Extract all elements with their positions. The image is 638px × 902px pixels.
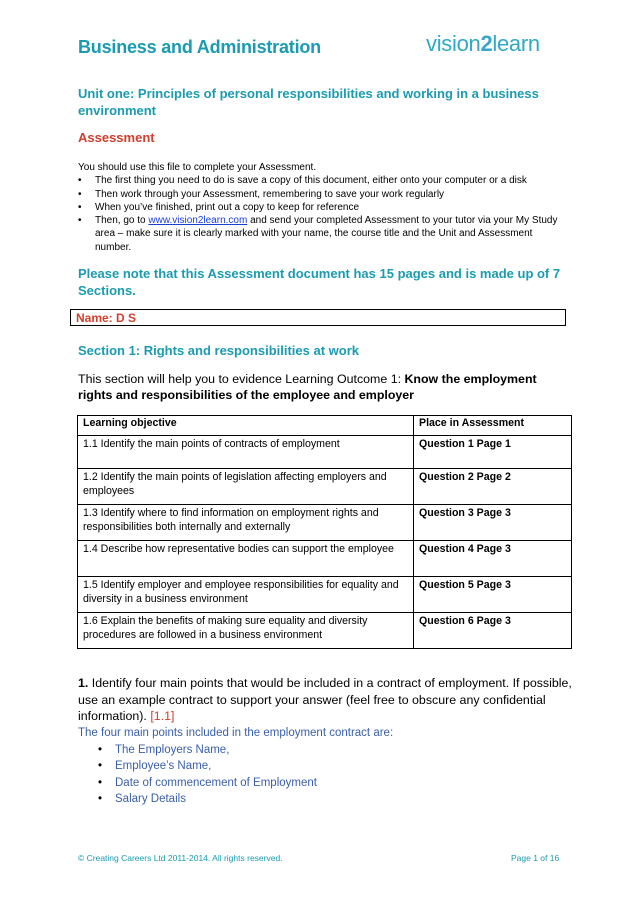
question-reference: [1.1] (150, 709, 175, 723)
footer-copyright: © Creating Careers Ltd 2011-2014. All rights reserved. (78, 853, 283, 863)
objective-cell: 1.4 Describe how representative bodies can support the employee (78, 541, 414, 577)
table-row (78, 541, 572, 577)
bullet-icon: • (78, 175, 82, 187)
question-1 (78, 675, 578, 725)
column-header-objective: Learning objective (78, 416, 414, 436)
answer-item: • Salary Details (78, 791, 558, 808)
vision2learn-logo (426, 31, 540, 57)
question-number: 1. (78, 676, 89, 690)
table-row (78, 613, 572, 649)
answer-1 (78, 725, 558, 808)
vision2learn-link[interactable]: www.vision2learn.com (148, 215, 248, 227)
answer-list (78, 742, 558, 808)
unit-title: Unit one: Principles of personal responsibilities and working in a business environment (78, 86, 539, 118)
column-header-place: Place in Assessment (414, 416, 572, 436)
place-cell: Question 4 Page 3 (414, 541, 572, 577)
assessment-heading: Assessment (78, 130, 155, 145)
bullet-icon: • (98, 760, 103, 772)
table-header-row (78, 416, 572, 436)
logo-text-learn: learn (492, 31, 540, 56)
bullet-icon: • (98, 793, 103, 805)
learning-outcome: Know the employment rights and responsibilities of the employee and employer (78, 372, 537, 402)
table-row (78, 469, 572, 505)
place-cell: Question 2 Page 2 (414, 469, 572, 505)
section-intro: This section will help you to evidence Learning Outcome 1: Know the employment rights and responsibilities of the employee and employer (78, 372, 537, 402)
bullet-icon: • (98, 743, 103, 756)
answer-item: • Employee’s Name, (78, 758, 558, 775)
bullet-icon: • (78, 201, 82, 213)
section-title: Section 1: Rights and responsibilities at work (78, 343, 359, 358)
name-field[interactable]: Name: D S (70, 309, 566, 326)
instruction-list (78, 174, 568, 254)
table-row (78, 505, 572, 541)
footer-page-number: Page 1 of 16 (511, 853, 560, 863)
table-row (78, 436, 572, 469)
objective-cell: 1.3 Identify where to find information on employment rights and responsibilities both internally and externally (78, 505, 414, 541)
instruction-item: • Then, go to www.vision2learn.com and send your completed Assessment to your tutor via your My Study area – make sure it is clearly marked with your name, the course title and the Unit and Assessment number. (78, 215, 558, 253)
bullet-icon: • (78, 188, 82, 200)
intro-lead: You should use this file to complete your Assessment. (78, 162, 317, 173)
learning-objectives-table (77, 415, 572, 649)
bullet-icon: • (78, 215, 82, 227)
answer-item: • Date of commencement of Employment (78, 775, 558, 792)
place-cell: Question 6 Page 3 (414, 613, 572, 649)
place-cell: Question 1 Page 1 (414, 436, 572, 469)
intro-instructions (78, 161, 568, 254)
logo-text-2: 2 (480, 31, 493, 56)
place-cell: Question 3 Page 3 (414, 505, 572, 541)
objective-cell: 1.2 Identify the main points of legislation affecting employers and employees (78, 469, 414, 505)
objective-cell: 1.6 Explain the benefits of making sure equality and diversity procedures are followed in a business environment (78, 613, 414, 649)
answer-item: • The Employers Name, (78, 742, 558, 759)
answer-intro: The four main points included in the employment contract are: (78, 727, 394, 739)
document-title: Business and Administration (78, 37, 321, 57)
instruction-item: • When you’ve finished, print out a copy to keep for reference (78, 201, 360, 213)
question-text: Identify four main points that would be included in a contract of employment. If possible, use an example contract to support your answer (feel free to obscure any confidential information). (78, 676, 572, 723)
table-row (78, 577, 572, 613)
objective-cell: 1.1 Identify the main points of contracts of employment (78, 436, 414, 469)
place-cell: Question 5 Page 3 (414, 577, 572, 613)
page-count-notice: Please note that this Assessment document has 15 pages and is made up of 7 Sections. (78, 266, 561, 298)
objective-cell: 1.5 Identify employer and employee responsibilities for equality and diversity in a business environment (78, 577, 414, 613)
bullet-icon: • (98, 776, 103, 789)
instruction-item: • The first thing you need to do is save a copy of this document, either onto your computer or a disk (78, 175, 527, 187)
logo-text-vision: vision (426, 31, 481, 56)
instruction-item: • Then work through your Assessment, remembering to save your work regularly (78, 188, 445, 200)
